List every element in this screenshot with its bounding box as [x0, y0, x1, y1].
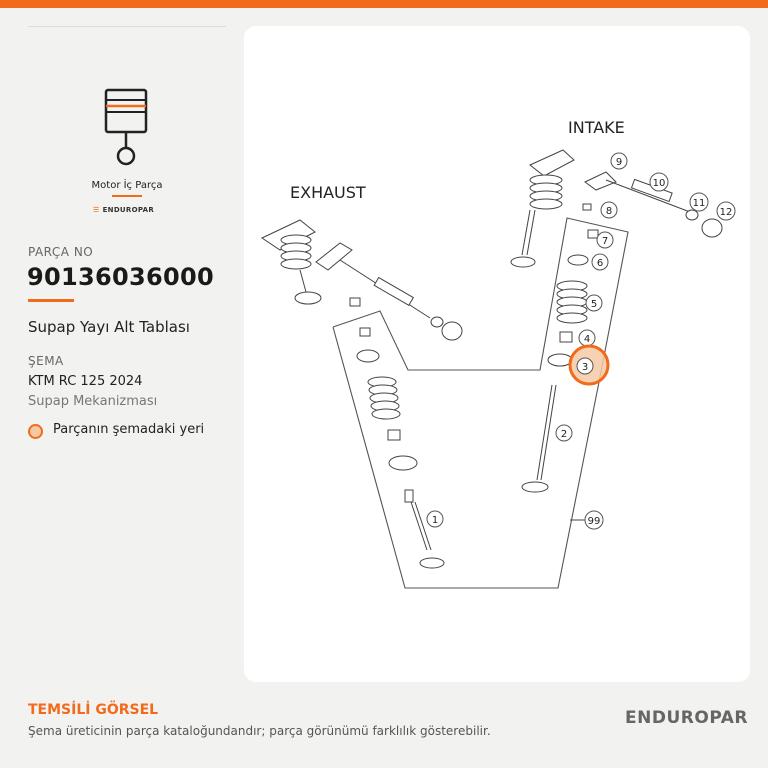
callout-12[interactable]	[717, 202, 735, 220]
callout-99[interactable]	[585, 511, 603, 529]
callout-9[interactable]	[611, 153, 627, 169]
piston-icon	[100, 86, 152, 170]
category-underline	[112, 195, 142, 197]
top-divider	[28, 26, 226, 27]
callout-7[interactable]	[597, 232, 613, 248]
svg-text:10: 10	[652, 178, 666, 189]
svg-text:7: 7	[601, 236, 609, 247]
legend-text: Parçanın şemadaki yeri	[53, 422, 205, 437]
brand-mark-icon: ☰	[93, 206, 100, 214]
diagram-panel	[244, 26, 750, 682]
svg-text:12: 12	[719, 207, 733, 218]
svg-text:2: 2	[560, 429, 568, 440]
callout-11[interactable]	[690, 193, 708, 211]
footer-title: TEMSİLİ GÖRSEL	[28, 702, 159, 718]
svg-text:6: 6	[596, 258, 604, 269]
svg-text:9: 9	[615, 157, 623, 168]
callout-1[interactable]	[427, 511, 443, 527]
brand-small-text: ENDUROPAR	[102, 206, 155, 214]
svg-text:5: 5	[590, 299, 598, 310]
svg-text:11: 11	[692, 198, 706, 209]
schema-group: Supap Mekanizması	[28, 394, 158, 409]
valve-diagram	[244, 26, 750, 682]
callout-5[interactable]	[586, 295, 602, 311]
category-label: Motor İç Parça	[91, 180, 163, 191]
callout-6[interactable]	[592, 254, 608, 270]
callout-8[interactable]	[601, 202, 617, 218]
svg-text:8: 8	[605, 206, 613, 217]
svg-text:1: 1	[431, 515, 439, 526]
highlighted-part-marker[interactable]	[570, 346, 608, 384]
part-number-accent	[28, 299, 74, 302]
svg-text:99: 99	[587, 516, 601, 527]
callout-3: 3	[581, 362, 589, 373]
schema-model: KTM RC 125 2024	[28, 374, 143, 389]
svg-text:4: 4	[583, 334, 591, 345]
part-name: Supap Yayı Alt Tablası	[28, 318, 190, 336]
part-number-label: PARÇA NO	[28, 245, 94, 259]
intake-label: INTAKE	[568, 118, 625, 137]
footer-brand: ENDUROPAR	[625, 708, 748, 728]
part-number: 90136036000	[27, 263, 214, 291]
brand-logo-small	[93, 206, 154, 214]
exhaust-label: EXHAUST	[290, 183, 366, 202]
footer-note: Şema üreticinin parça kataloğundandır; parça görünümü farklılık gösterebilir.	[28, 724, 491, 738]
callout-2[interactable]	[556, 425, 572, 441]
legend-marker-icon	[28, 424, 43, 439]
top-accent-bar	[0, 0, 768, 8]
schema-label: ŞEMA	[28, 354, 64, 368]
callout-4[interactable]	[579, 330, 595, 346]
callout-10[interactable]	[650, 173, 668, 191]
